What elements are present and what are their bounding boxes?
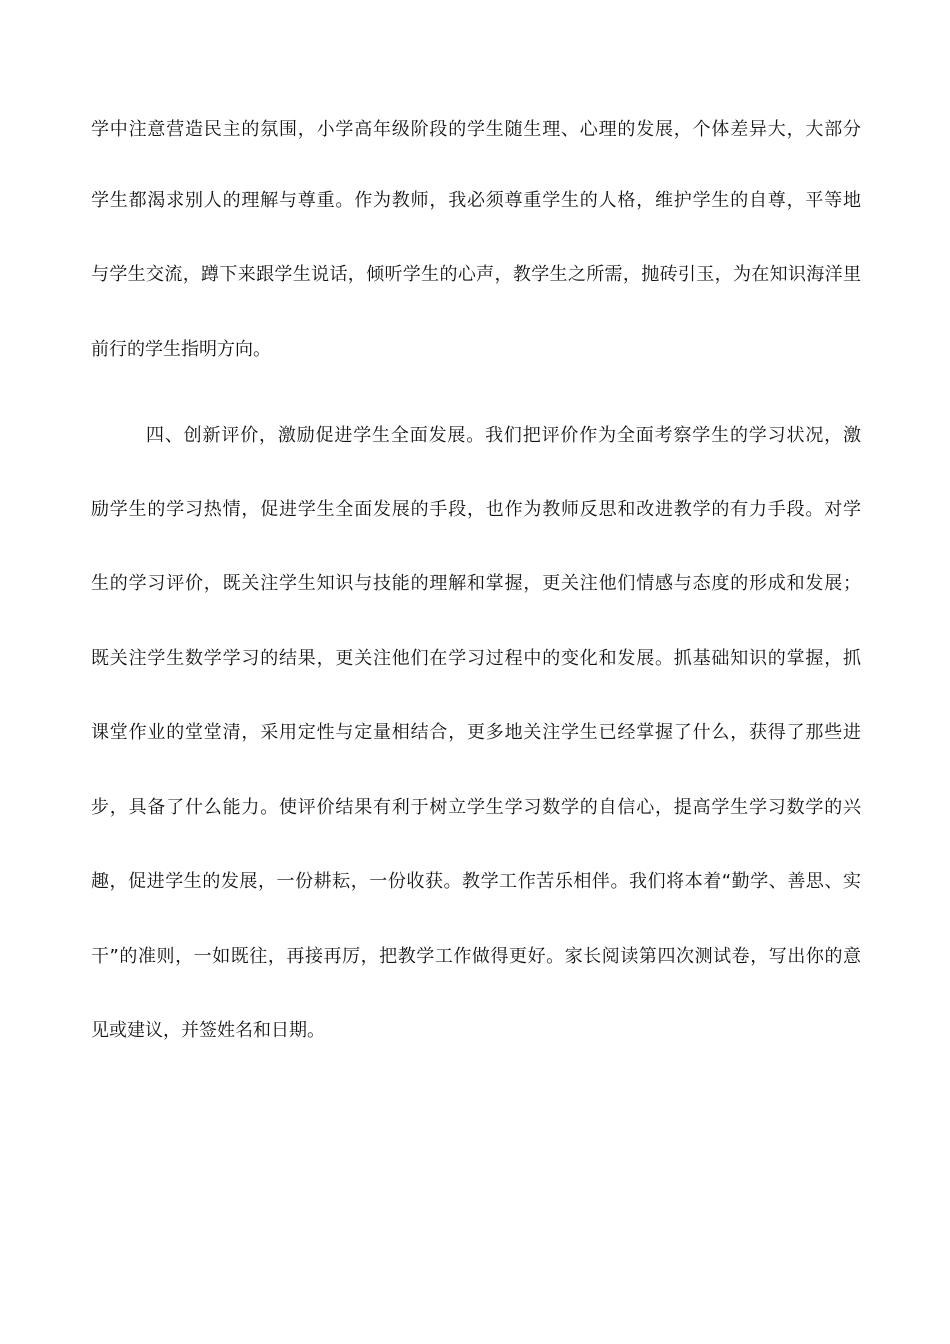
paragraph-2-line-2: 励学生的学习热情，促进学生全面发展的手段，也作为教师反思和改进教学的有力手段。对学 — [91, 499, 861, 520]
paragraph-2-line-4: 既关注学生数学学习的结果，更关注他们在学习过程中的变化和发展。抓基础知识的掌握，抓 — [91, 648, 861, 669]
paragraph-2-line-1: 四、创新评价，激励促进学生全面发展。我们把评价作为全面考察学生的学习状况，激 — [146, 425, 861, 446]
paragraph-2-line-6: 步，具备了什么能力。使评价结果有利于树立学生学习数学的自信心，提高学生学习数学的兴 — [91, 797, 861, 818]
paragraph-1-line-2: 学生都渴求别人的理解与尊重。作为教师，我必须尊重学生的人格，维护学生的自尊，平等地 — [91, 190, 861, 211]
paragraph-2-line-9: 见或建议，并签姓名和日期。 — [91, 1020, 325, 1041]
paragraph-2-line-7: 趣，促进学生的发展，一份耕耘，一份收获。教学工作苦乐相伴。我们将本着“勤学、善思、实 — [91, 871, 861, 892]
paragraph-1-line-1: 学中注意营造民主的氛围，小学高年级阶段的学生随生理、心理的发展，个体差异大，大部分 — [91, 119, 861, 140]
paragraph-2-line-8: 干”的准则，一如既往，再接再厉，把教学工作做得更好。家长阅读第四次测试卷，写出你的意 — [91, 946, 861, 967]
paragraph-2-line-5: 课堂作业的堂堂清，采用定性与定量相结合，更多地关注学生已经掌握了什么，获得了那些进 — [91, 722, 861, 743]
paragraph-1-line-3: 与学生交流，蹲下来跟学生说话，倾听学生的心声，教学生之所需，抛砖引玉，为在知识海洋里 — [91, 264, 861, 285]
paragraph-1-line-4: 前行的学生指明方向。 — [91, 339, 271, 360]
paragraph-2-line-3: 生的学习评价，既关注学生知识与技能的理解和掌握，更关注他们情感与态度的形成和发展； — [91, 573, 861, 594]
